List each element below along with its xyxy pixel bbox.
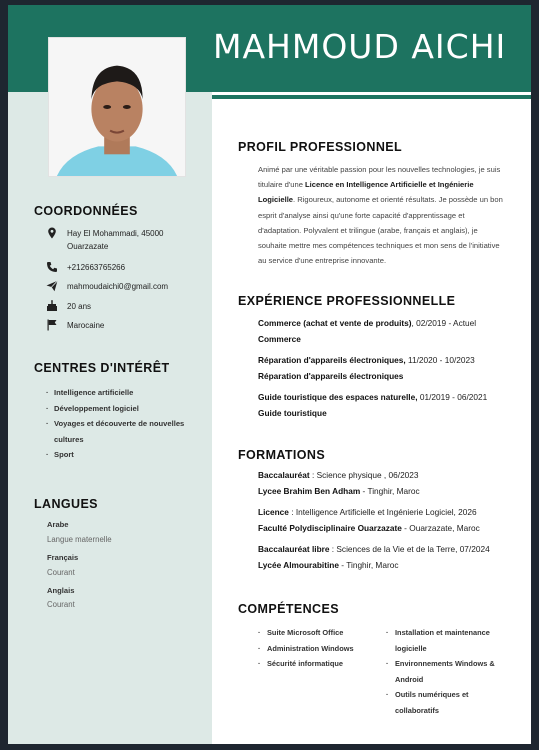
skill-line: Android	[395, 674, 424, 684]
profile-summary	[258, 162, 506, 268]
nationality: Marocaine	[67, 321, 105, 330]
experience-entry	[258, 316, 476, 347]
list-item: · Sécurité informatique	[258, 656, 354, 672]
language-name: Français	[47, 553, 79, 562]
education-place: - Tinghir, Maroc	[360, 485, 420, 496]
skill-line: Installation et maintenance	[395, 628, 490, 637]
skill-line: collaboratifs	[395, 705, 439, 715]
address-line-1: Hay El Mohammadi, 45000	[67, 229, 164, 238]
cv-page	[8, 5, 531, 744]
education-place: - Ouarzazate, Maroc	[401, 522, 480, 533]
education-school: Faculté Polydisciplinaire Ouarzazate	[258, 522, 402, 533]
header-divider	[212, 95, 531, 99]
candidate-name: MAHMOUD AICHI	[213, 27, 507, 66]
list-item: · Administration Windows	[258, 641, 354, 657]
list-item: · Suite Microsoft Office	[258, 625, 354, 641]
phone-icon	[46, 261, 60, 273]
skill-line: logicielle	[395, 643, 427, 653]
skills-title: COMPÉTENCES	[238, 602, 339, 616]
list-item: · Développement logiciel	[46, 401, 196, 417]
skills-list-right	[386, 625, 495, 718]
language-level: Langue maternelle	[47, 535, 112, 544]
education-detail: : Science physique , 06/2023	[309, 470, 419, 480]
language-level: Courant	[47, 568, 75, 577]
education-entry	[258, 542, 490, 573]
list-item: · Sport	[46, 447, 196, 463]
interests-title: CENTRES D'INTÉRÊT	[34, 361, 170, 375]
experience-title: EXPÉRIENCE PROFESSIONNELLE	[238, 294, 456, 308]
address-line-2: Ouarzazate	[67, 242, 109, 251]
portrait-image	[49, 38, 185, 176]
experience-dates: 01/2019 - 06/2021	[417, 392, 488, 402]
contact-age	[46, 300, 91, 313]
list-item: · Intelligence artificielle	[46, 385, 196, 401]
birthday-cake-icon	[46, 300, 60, 312]
location-pin-icon	[46, 227, 60, 239]
experience-role: Guide touristique	[258, 407, 327, 418]
experience-entry	[258, 390, 487, 421]
language-name: Anglais	[47, 586, 75, 595]
experience-company: Guide touristique des espaces naturelle,	[258, 392, 418, 402]
list-item	[386, 687, 495, 718]
list-item: · Voyages et découverte de nouvelles cultures	[46, 416, 196, 447]
education-degree: Baccalauréat libre	[258, 544, 330, 554]
contact-nationality	[46, 319, 104, 332]
education-title: FORMATIONS	[238, 448, 326, 462]
paper-plane-icon	[46, 280, 60, 292]
education-degree: Baccalauréat	[258, 470, 310, 480]
education-detail: : Sciences de la Vie et de la Terre, 07/2024	[329, 544, 490, 554]
language-name: Arabe	[47, 520, 69, 529]
list-item	[386, 656, 495, 687]
skill-line: Environnements Windows &	[395, 659, 495, 668]
contact-title: COORDONNÉES	[34, 204, 138, 218]
language-level: Courant	[47, 600, 75, 609]
education-detail: : Intelligence Artificielle et Ingénierie Logiciel, 2026	[288, 507, 477, 517]
experience-entry	[258, 353, 475, 384]
languages-title: LANGUES	[34, 497, 98, 511]
experience-dates: , 02/2019 - Actuel	[411, 318, 477, 328]
interests-list	[46, 385, 196, 463]
skills-list-left	[258, 625, 354, 672]
phone-number: +212663765266	[67, 263, 126, 272]
experience-role: Réparation d'appareils électroniques	[258, 370, 404, 381]
flag-icon	[46, 319, 60, 331]
education-entry	[258, 505, 480, 536]
profile-degree: Licence en Intelligence Artificielle et Ingénierie Logicielle	[258, 180, 474, 205]
profile-title: PROFIL PROFESSIONNEL	[238, 140, 403, 154]
education-place: - Tinghir, Maroc	[339, 559, 399, 570]
education-school: Lycee Brahim Ben Adham	[258, 485, 361, 496]
age: 20 ans	[67, 302, 92, 311]
profile-text-part: Animé par une véritable passion pour les nouvelles technologies, je suis titulaire d'une	[258, 165, 501, 190]
profile-photo	[48, 37, 186, 177]
contact-email	[46, 280, 168, 293]
experience-company: Commerce (achat et vente de produits)	[258, 318, 412, 328]
list-item	[386, 625, 495, 656]
email-address: mahmoudaichi0@gmail.com	[67, 282, 169, 291]
experience-company: Réparation d'appareils électroniques,	[258, 355, 406, 365]
education-degree: Licence	[258, 507, 289, 517]
skill-line: Outils numériques et	[395, 690, 469, 699]
experience-role: Commerce	[258, 333, 301, 344]
contact-address	[46, 227, 164, 253]
education-school: Lycée Almourabitine	[258, 559, 339, 570]
contact-phone	[46, 261, 125, 274]
experience-dates: 11/2020 - 10/2023	[405, 355, 475, 365]
education-entry	[258, 468, 420, 499]
profile-text-part: . Rigoureux, autonome et orienté résultats. Je possède un bon esprit d'analyse ainsi qu'une forte capacité d'apprentissage et d'adaptation. Polyvalent et trilingue (arabe, français et anglais), je souhaite mettre mes compétences techniques et mon sens de l'initiative au service d'une entreprise innovante.	[258, 195, 503, 266]
